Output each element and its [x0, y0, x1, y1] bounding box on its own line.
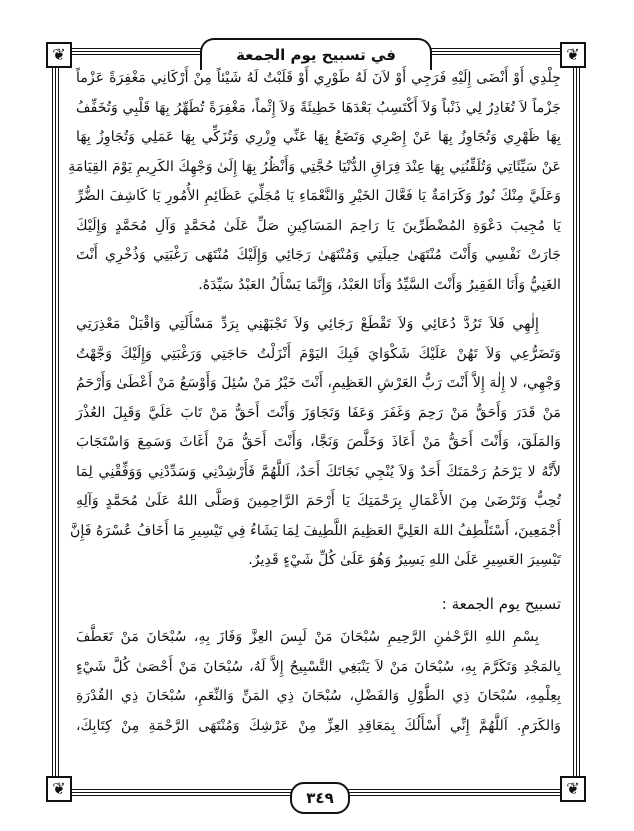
text-line: تَيْسِيرَ العَسِيرِ عَلَىٰ اللهِ يَسِيرٌ وَهُوَ عَلَىٰ كُلِّ شَيْءٍ قَدِيرٌ. [248, 552, 561, 568]
text-line: وَعَلَيَّ مِنْكَ نُورٌ وَكَرَامَةٌ يَا فَعَّالَ الخَيْرِ وَالنَّعْمَاءِ يَا مُجَلِّيَ عَظَائِمِ الأُمُورِ يَا كَاشِفَ الضُّرِّ [76, 188, 561, 204]
paragraph-1 [68, 64, 561, 300]
page-number-text: ٣٤٩ [306, 789, 334, 807]
text-line: بِسْمِ اللهِ الرَّحْمٰنِ الرَّحِيمِ سُبْحَانَ مَنْ لَبِسَ العِزَّ وَفَازَ بِهِ، سُبْحَانَ مَنْ تَعَطَّفَ [76, 629, 539, 645]
text-line: عَنْ سَيِّئَاتِي وَتُلَقِّنُنِي بِهَا عِنْدَ فِرَاقِ الدُّنْيَا حُجَّتِي وَأَنْظُرُ بِهَا إِلَىٰ وَجْهِكَ الكَرِيمِ يَوْمَ القِيَامَةِ [68, 158, 561, 175]
page-number [290, 782, 350, 814]
text-line: بِهَا ظَهْرِي وَتُجَاوِزُ بِهَا عَنْ إِصْرِي وَتَضَعُ بِهَا عَنِّي وِزْرِي وَتُزَكِّي بِهَا عَمَلِي وَتُجَاوِزُ بِهَا [76, 129, 561, 145]
text-line: جِلْدِي أَوْ أَنْضَى إِلَيْهِ فَرَجِي أَوْ لاَنَ لَهُ طَوْرِي أَوْ قَلَبْتُ لَهُ شَيْئاً مِنْ أَرْكَانِي مَغْفِرَةً عَزْماً [76, 70, 561, 86]
text-line: جَزْماً لاَ تُغَادِرُ لِي ذَنْباً وَلاَ أَكْتَسِبُ بَعْدَهَا خَطِيئَةً وَلاَ إِثْماً، مَغْفِرَةً تُطَهِّرُ بِهَا قَلْبِي وَتُخَفِّفُ [76, 99, 561, 116]
corner-ornament-icon: ❦ [46, 42, 72, 68]
text-line: بِالمَجْدِ وَتَكَرَّمَ بِهِ، سُبْحَانَ مَنْ لاَ يَنْبَغِي التَّسْبِيحُ إِلاَّ لَهُ، سُبْحَانَ مَنْ أَحْصَىٰ كُلَّ شَيْءٍ [76, 658, 561, 675]
text-line: تُحِبُّ وَتَرْضَىٰ مِنَ الأَعْمَالِ بِرَحْمَتِكَ يَا أَرْحَمَ الرَّاحِمِينَ وَصَلَّى اللهُ عَلَىٰ مُحَمَّدٍ وَآلِهِ [76, 493, 561, 509]
section-heading: تسبيح يوم الجمعة : [441, 594, 561, 613]
text-line: وَجْهِي، لا إِلٰهَ إِلاَّ أَنْتَ رَبُّ العَرْشِ العَظِيمِ، أَنْتَ خَيْرُ مَنْ سُئِلَ وَأَوْسَعُ مَنْ أَعْطَىٰ وَأَرْحَمُ [76, 375, 561, 391]
paragraph-3 [76, 623, 561, 741]
page-body [68, 64, 561, 741]
text-line: وَالكَرَمِ. اَللَّهُمَّ إِنِّي أَسْأَلُكَ بِمَعَاقِدِ العِزِّ مِنْ عَرْشِكَ وَمُنْتَهَى الرَّحْمَةِ مِنْ كِتَابِكَ، [76, 717, 561, 734]
corner-ornament-icon: ❦ [560, 42, 586, 68]
text-line: الغَنِيُّ وَأَنَا الفَقِيرُ وَأَنْتَ السَّيِّدُ وَأَنَا العَبْدُ، وَإِنَّمَا يَسْأَلُ العَبْدُ سَيِّدَهُ. [198, 276, 561, 293]
text-line: بِعِلْمِهِ، سُبْحَانَ ذِي الطَّوْلِ وَالفَضْلِ، سُبْحَانَ ذِي المَنِّ وَالنِّعَمِ، سُبْحَانَ ذِي القُدْرَةِ [76, 688, 561, 704]
paragraph-2 [69, 310, 561, 576]
text-line: لأَنَّهُ لا يَرْحَمُ رَحْمَتَكَ أَحَدٌ وَلاَ يُنْجِي نَجَاتَكَ أَحَدٌ، اَللَّهُمَّ فَأَرْشِدْنِي وَسَدِّدْنِي وَوَفِّقْنِي لِمَا [76, 463, 561, 480]
text-line: إِلٰهِي فَلاَ تَرُدَّ دُعَائِي وَلاَ تَقْطَعْ رَجَائِي وَلاَ تَجْبَهْنِي بِرَدِّ مَسْأَلَتِي وَاقْبَلْ مَعْذِرَتِي [76, 316, 539, 332]
text-line: وَتَضَرُّعِي وَلاَ تَهُنْ عَلَيْكَ شَكْوَايَ فَبِكَ اليَوْمَ أَنْزَلْتُ حَاجَتِي وَرَغْبَتِي وَإِلَيْكَ وَجَّهْتُ [76, 345, 561, 362]
corner-ornament-icon: ❦ [560, 776, 586, 802]
text-line: مَنْ قَدَرَ وَأَحَقُّ مَنْ رَحِمَ وَغَفَرَ وَعَفَا وَتَجَاوَزَ وَأَنْتَ أَحَقُّ مَنْ تَابَ عَلَيَّ وَقَبِلَ العُذْرَ [76, 404, 561, 421]
text-line: وَالمَلَقَ، وَأَنْتَ أَحَقُّ مَنْ أَعَاذَ وَخَلَّصَ وَنَجَّا، وَأَنْتَ أَحَقُّ مَنْ أَغَاثَ وَسَمِعَ وَاسْتَجَابَ [76, 434, 561, 450]
text-line: أَجْمَعِينَ، أَسْتَلْطِفُ اللهَ العَلِيَّ العَظِيمَ اللَّطِيفَ لِمَا يَشَاءُ فِي تَيْسِيرِ مَا أَخَافُ عُسْرَهُ فَإِنَّ [69, 522, 561, 539]
running-header-title: في تسبيح يوم الجمعة [236, 46, 396, 64]
text-line: جَارَتْ نَفْسِي وَأَنْتَ مُنْتَهَىٰ حِيلَتِي وَمُنْتَهَىٰ رَجَائِي وَإِلَيْكَ مُنْتَهَى رَغْبَتِي وَذُخْرِي أَنْتَ [76, 247, 561, 263]
text-line: يَا مُجِيبَ دَعْوَةِ المُضْطَرِّينَ يَا رَاحِمَ المَسَاكِينِ صَلِّ عَلَىٰ مُحَمَّدٍ وَآلِ مُحَمَّدٍ وَإِلَيْكَ [76, 217, 561, 234]
corner-ornament-icon: ❦ [46, 776, 72, 802]
